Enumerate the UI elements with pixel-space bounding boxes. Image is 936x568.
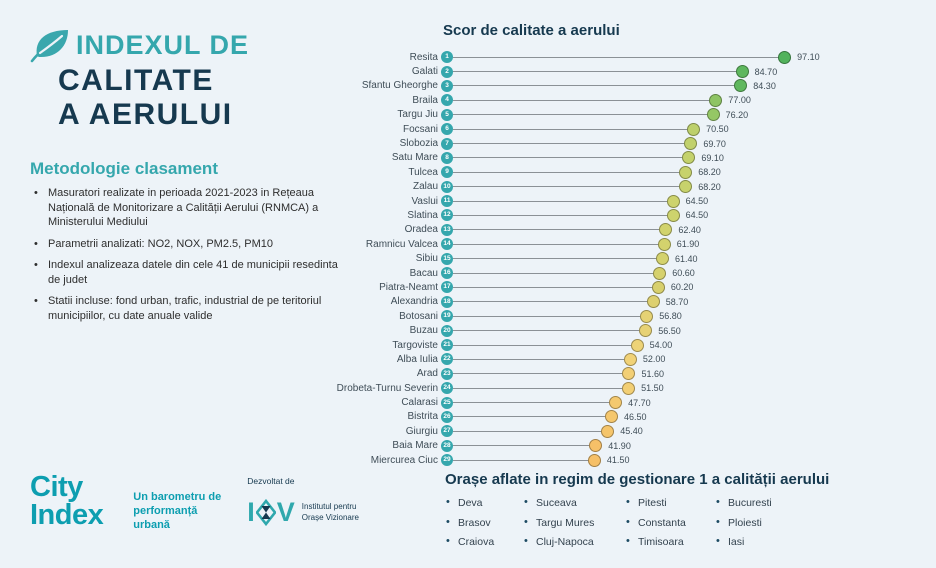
lollipop-line (453, 287, 659, 288)
lollipop-track (453, 267, 936, 280)
lollipop-track (453, 65, 936, 78)
score-dot (605, 410, 618, 423)
rank-badge: 23 (441, 368, 453, 380)
chart-rows (330, 50, 936, 467)
chart-row (330, 439, 936, 453)
lollipop-track (453, 439, 936, 452)
iov-logo (247, 499, 295, 526)
score-dot (624, 353, 637, 366)
chart-row (330, 352, 936, 366)
score-value: 76.20 (725, 109, 749, 120)
rank-badge: 3 (441, 80, 453, 92)
city-label: Botosani (399, 310, 438, 322)
title-line-3: A AERULUI (58, 98, 233, 131)
chart-row (330, 151, 936, 165)
lollipop-line (453, 157, 689, 158)
regime-city-item: • Bucuresti (715, 497, 825, 517)
lollipop-line (453, 71, 743, 72)
city-label: Focsani (402, 123, 438, 135)
city-label: Resita (409, 51, 438, 63)
lollipop-line (453, 359, 631, 360)
regime-title: Orașe aflate in regim de gestionare 1 a calității aerului (445, 471, 830, 488)
score-dot (658, 238, 671, 251)
city-index-logo-line1: City (30, 471, 83, 503)
methodology-bullet: • Statii incluse: fond urban, trafic, industrial de pe teritoriul municipiilor, cu date anuale valide (30, 294, 350, 323)
city-label: Piatra-Neamt (379, 281, 438, 293)
chart-row (330, 208, 936, 222)
rank-badge: 15 (441, 253, 453, 265)
regime-city-item: • Timisoara (625, 536, 715, 556)
lollipop-track (453, 252, 936, 265)
chart-row (330, 381, 936, 395)
chart-title: Scor de calitate a aerului (443, 22, 620, 39)
lollipop-line (453, 244, 665, 245)
city-index-logo (30, 471, 104, 531)
score-value: 52.00 (642, 354, 666, 365)
score-dot (659, 223, 672, 236)
city-label: Drobeta-Turnu Severin (336, 382, 438, 394)
chart-row (330, 79, 936, 93)
score-dot (622, 382, 635, 395)
city-label: Sfantu Gheorghe (361, 80, 438, 92)
city-label: Galati (411, 66, 438, 78)
lollipop-track (453, 396, 936, 409)
city-label: Bacau (409, 267, 438, 279)
chart-row (330, 338, 936, 352)
city-label: Giurgiu (405, 425, 438, 437)
score-dot (778, 51, 791, 64)
lollipop-line (453, 345, 638, 346)
score-value: 58.70 (665, 296, 689, 307)
lollipop-line (453, 273, 660, 274)
score-dot (640, 310, 653, 323)
methodology-bullet: • Parametrii analizati: NO2, NOX, PM2.5, PM10 (30, 237, 350, 252)
lollipop-line (453, 85, 741, 86)
score-value: 62.40 (678, 224, 701, 235)
score-dot (734, 79, 747, 92)
score-value: 47.70 (628, 397, 651, 408)
score-dot (656, 252, 669, 265)
iov-symbol-icon (255, 499, 277, 526)
leaf-icon (30, 27, 70, 63)
score-dot (682, 151, 695, 164)
lollipop-line (453, 129, 694, 130)
score-value: 69.10 (701, 152, 724, 163)
score-value: 46.50 (624, 411, 647, 422)
regime-city-item: • Cluj-Napoca (523, 536, 625, 556)
score-value: 56.50 (658, 325, 681, 336)
regime-columns (445, 497, 936, 556)
score-dot (679, 180, 692, 193)
rank-badge: 18 (441, 296, 453, 308)
lollipop-track (453, 108, 936, 121)
rank-badge: 11 (441, 195, 453, 207)
lollipop-line (453, 186, 686, 187)
rank-badge: 27 (441, 425, 453, 437)
regime-city-item: • Brasov (445, 517, 523, 537)
lollipop-track (453, 324, 936, 337)
city-label: Targu Jiu (397, 109, 438, 121)
lollipop-line (453, 114, 714, 115)
score-dot (647, 295, 660, 308)
city-label: Arad (416, 368, 438, 380)
score-dot (709, 94, 722, 107)
city-label: Tulcea (408, 166, 438, 178)
rank-badge: 21 (441, 339, 453, 351)
regime-city-item: • Iasi (715, 536, 825, 556)
city-label: Sibiu (415, 253, 438, 265)
developed-by-label: Dezvoltat de (247, 476, 295, 486)
chart-row (330, 223, 936, 237)
lollipop-line (453, 100, 716, 101)
lollipop-line (453, 57, 785, 58)
regime-city-item: • Deva (445, 497, 523, 517)
city-label: Baia Mare (392, 440, 438, 452)
score-dot (639, 324, 652, 337)
score-value: 64.50 (685, 210, 709, 221)
rank-badge: 7 (441, 138, 453, 150)
city-label: Braila (412, 94, 438, 106)
rank-badge: 10 (441, 181, 453, 193)
lollipop-track (453, 425, 936, 438)
rank-badge: 1 (441, 51, 453, 63)
lollipop-track (453, 51, 936, 64)
methodology-bullet: • Masuratori realizate in perioada 2021-2023 in Rețeaua Națională de Monitorizare a Calității Aerului (RNMCA) a Ministerului Mediului (30, 186, 350, 230)
city-label: Zalau (412, 181, 438, 193)
city-label: Slatina (407, 209, 438, 221)
score-value: 84.30 (753, 80, 776, 91)
rank-badge: 17 (441, 281, 453, 293)
rank-badge: 28 (441, 440, 453, 452)
chart-row (330, 395, 936, 409)
lollipop-track (453, 281, 936, 294)
chart-row (330, 122, 936, 136)
lollipop-line (453, 445, 596, 446)
lollipop-track (453, 123, 936, 136)
lollipop-line (453, 201, 674, 202)
score-value: 84.70 (754, 66, 778, 77)
lollipop-track (453, 94, 936, 107)
lollipop-track (453, 195, 936, 208)
city-label: Oradea (404, 224, 438, 236)
score-value: 54.00 (649, 340, 673, 350)
chart-row (330, 295, 936, 309)
rank-badge: 6 (441, 123, 453, 135)
methodology-list (30, 186, 350, 330)
lollipop-line (453, 388, 629, 389)
rank-badge: 9 (441, 166, 453, 178)
score-dot (652, 281, 665, 294)
score-dot (684, 137, 697, 150)
lollipop-line (453, 143, 691, 144)
regime-column (445, 497, 523, 556)
chart-row (330, 136, 936, 150)
regime-column (715, 497, 825, 556)
score-dot (667, 209, 680, 222)
regime-city-item: • Pitesti (625, 497, 715, 517)
tagline: Un barometru de performanță urbană (133, 491, 222, 531)
rank-badge: 5 (441, 109, 453, 121)
methodology-heading: Metodologie clasament (30, 159, 218, 178)
lollipop-line (453, 229, 666, 230)
score-value: 97.10 (797, 52, 820, 63)
lollipop-track (453, 180, 936, 193)
city-label: Bistrita (407, 411, 438, 423)
score-dot (622, 367, 635, 380)
lollipop-line (453, 460, 595, 461)
chart-row (330, 180, 936, 194)
rank-badge: 14 (441, 238, 453, 250)
lollipop-line (453, 215, 674, 216)
chart-row (330, 108, 936, 122)
lollipop-track (453, 339, 936, 352)
score-value: 70.50 (706, 124, 729, 135)
lollipop-track (453, 295, 936, 308)
score-dot (687, 123, 700, 136)
lollipop-line (453, 258, 663, 259)
lollipop-track (453, 367, 936, 380)
chart-row (330, 367, 936, 381)
score-value: 45.40 (620, 426, 643, 437)
chart-row (330, 50, 936, 64)
score-dot (601, 425, 614, 438)
lollipop-track (453, 209, 936, 222)
score-dot (679, 166, 692, 179)
iov-letter-i: I (247, 497, 255, 527)
rank-badge: 20 (441, 325, 453, 337)
lollipop-track (453, 79, 936, 92)
score-value: 68.20 (698, 181, 721, 192)
lollipop-line (453, 301, 654, 302)
lollipop-track (453, 353, 936, 366)
score-value: 51.50 (641, 383, 664, 394)
lollipop-line (453, 330, 646, 331)
rank-badge: 2 (441, 66, 453, 78)
city-label: Ramnicu Valcea (365, 238, 438, 250)
chart-row (330, 323, 936, 337)
footer (30, 471, 380, 532)
chart-row (330, 266, 936, 280)
score-dot (631, 339, 644, 352)
chart-row (330, 280, 936, 294)
chart-row (330, 453, 936, 467)
rank-badge: 29 (441, 454, 453, 466)
iov-letter-v: V (276, 497, 295, 527)
lollipop-line (453, 431, 608, 432)
chart-row (330, 309, 936, 323)
city-label: Alba Iulia (396, 353, 438, 365)
score-dot (609, 396, 622, 409)
title-line-2: CALITATE (58, 64, 214, 97)
chart-row (330, 64, 936, 78)
city-label: Vaslui (411, 195, 438, 207)
lollipop-track (453, 410, 936, 423)
lollipop-track (453, 223, 936, 236)
rank-badge: 24 (441, 382, 453, 394)
regime-city-item: • Constanta (625, 517, 715, 537)
regime-city-item: • Suceava (523, 497, 625, 517)
regime-column (625, 497, 715, 556)
lollipop-track (453, 382, 936, 395)
lollipop-track (453, 166, 936, 179)
regime-city-item: • Targu Mures (523, 517, 625, 537)
rank-badge: 26 (441, 411, 453, 423)
rank-badge: 12 (441, 209, 453, 221)
rank-badge: 13 (441, 224, 453, 236)
score-value: 60.60 (672, 268, 695, 279)
score-dot (653, 267, 666, 280)
chart-row (330, 251, 936, 265)
chart-row (330, 237, 936, 251)
rank-badge: 22 (441, 353, 453, 365)
rank-badge: 16 (441, 267, 453, 279)
score-value: 51.60 (641, 368, 664, 379)
city-label: Targoviste (392, 339, 438, 351)
chart-row (330, 194, 936, 208)
lollipop-track (453, 454, 936, 467)
regime-column (523, 497, 625, 556)
score-value: 68.20 (698, 167, 721, 178)
chart-row (330, 93, 936, 107)
lollipop-line (453, 373, 629, 374)
title-line-1: INDEXUL DE (76, 30, 250, 60)
score-dot (589, 439, 602, 452)
regime-city-item: • Ploiesti (715, 517, 825, 537)
score-dot (707, 108, 720, 121)
score-value: 41.90 (608, 440, 631, 451)
score-value: 61.40 (674, 253, 698, 264)
score-value: 69.70 (703, 138, 726, 149)
methodology-bullet: • Indexul analizeaza datele din cele 41 de municipii resedinta de judet (30, 258, 350, 287)
regime-section (330, 471, 936, 556)
score-value: 60.20 (670, 282, 694, 293)
score-dot (736, 65, 749, 78)
lollipop-track (453, 238, 936, 251)
rank-badge: 25 (441, 397, 453, 409)
chart-row (330, 165, 936, 179)
score-value: 41.50 (606, 455, 630, 466)
rank-badge: 19 (441, 310, 453, 322)
rank-badge: 4 (441, 94, 453, 106)
score-value: 56.80 (659, 311, 682, 322)
lollipop-track (453, 310, 936, 323)
rank-badge: 8 (441, 152, 453, 164)
score-value: 61.90 (676, 239, 700, 250)
lollipop-line (453, 416, 612, 417)
score-dot (667, 195, 680, 208)
chart-panel (330, 0, 936, 568)
score-value: 77.00 (728, 95, 751, 106)
chart-row (330, 424, 936, 438)
lollipop-track (453, 137, 936, 150)
chart-row (330, 410, 936, 424)
iov-org-name: Institutul pentru Orașe Vizionare (301, 502, 359, 522)
lollipop-line (453, 402, 616, 403)
city-label: Alexandria (390, 296, 438, 308)
score-value: 64.50 (685, 196, 709, 207)
city-label: Miercurea Ciuc (370, 454, 438, 466)
lollipop-line (453, 316, 647, 317)
city-label: Calarasi (401, 397, 438, 409)
score-dot (588, 454, 601, 467)
city-label: Buzau (409, 325, 438, 337)
city-index-logo-line2: Index (30, 498, 104, 531)
regime-city-item: • Craiova (445, 536, 523, 556)
city-label: Slobozia (399, 138, 438, 150)
city-label: Satu Mare (391, 152, 438, 164)
lollipop-line (453, 172, 686, 173)
lollipop-track (453, 151, 936, 164)
